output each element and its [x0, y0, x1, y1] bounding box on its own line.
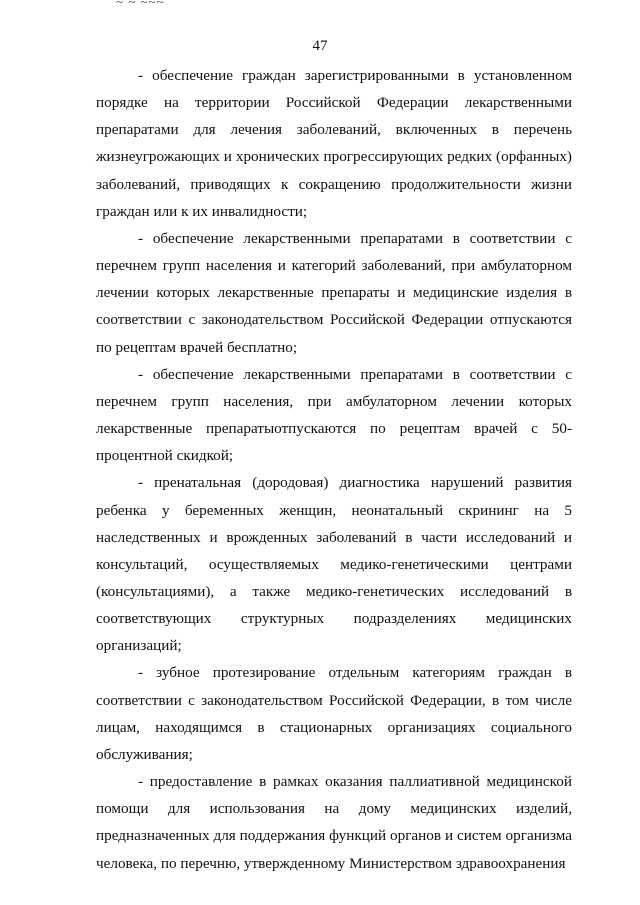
- document-body: [96, 62, 572, 877]
- corner-mark: ~ ~ ~~~: [116, 0, 165, 9]
- paragraph-free-prescriptions: - обеспечение лекарственными препаратами в соответствии с перечнем групп населения и категорий заболеваний, при амбулаторном лечении которых лекарственные препараты и медицинские изделия в соответствии с законодательством Российской Федерации отпускаются по рецептам врачей бесплатно;: [96, 229, 572, 356]
- paragraph-orphan-diseases: - обеспечение граждан зарегистрированными в установленном порядке на территории Российской Федерации лекарственными препаратами для лечения заболеваний, включенных в перечень жизнеугрожающих и хронических прогрессирующих редких (орфанных) заболеваний, приводящих к сокращению продолжительности жизни граждан или к их инвалидности;: [96, 67, 572, 220]
- page-number: 47: [312, 38, 328, 54]
- paragraph-prenatal-diagnostics: - пренатальная (дородовая) диагностика нарушений развития ребенка у беременных женщин, неонатальный скрининг на 5 наследственных и врожденных заболеваний в части исследований и консультаций, осуществляемых медико-генетическими центрами (консультациями), а также медико-генетических исследований в соответствующих структурных подразделениях медицинских организаций;: [96, 474, 572, 655]
- paragraph-palliative-devices: - предоставление в рамках оказания паллиативной медицинской помощи для использования на дому медицинских изделий, предназначенных для поддержания функций органов и систем организма человека, по перечню, утвержденному Министерством здравоохранения: [96, 773, 572, 872]
- paragraph-discount-prescriptions: - обеспечение лекарственными препаратами в соответствии с перечнем групп населения, при амбулаторном лечении которых лекарственные препаратыотпускаются по рецептам врачей с 50-процентной скидкой;: [96, 365, 572, 465]
- paragraph-dental-prosthetics: - зубное протезирование отдельным категориям граждан в соответствии с законодательством Российской Федерации, в том числе лицам, находящимся в стационарных организациях социального обслуживания;: [96, 664, 572, 763]
